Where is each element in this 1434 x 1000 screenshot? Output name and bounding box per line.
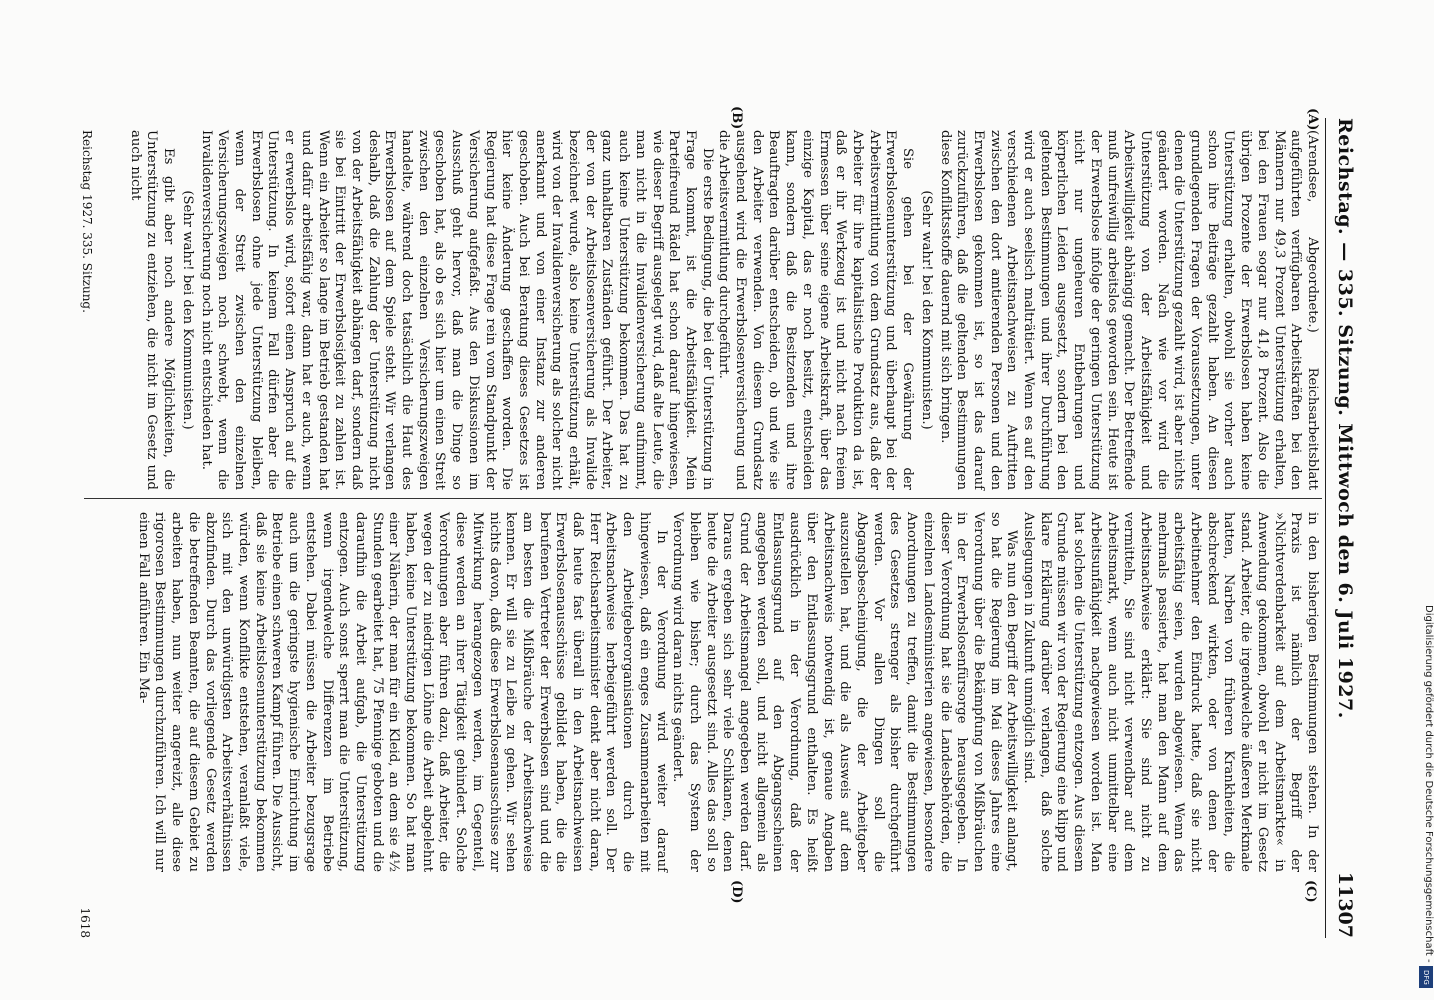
column-divider [84,498,1322,499]
dfg-logo: DFG [1419,966,1433,988]
paragraph: in den bisherigen Bestimmungen stehen. In der Praxis ist nämlich der Begriff der »Nichtverdenbarkeit auf dem Arbeitsmarkte« in Anwendung gekommen, obwohl er nicht im Gesetz stand. Arbeiter, die irgendwelche äußeren Merkmale hatten, Narben von früheren Krankheiten, die abschreckend wirkten, oder von denen der Arbeitnehmer den Eindruck hatte, daß sie nicht arbeitsfähig seien, wurden abgewiesen. Wenn das mehrmals passierte, hat man den Mann auf dem Arbeitsnachweise erklärt: Sie sind nicht zu vermitteln, Sie sind nicht verwendbar auf dem Arbeitsmarkt, wenn auch nicht unmittelbar eine Arbeitsunfähigkeit nachgewiesen worden ist. Man hat solchen die Unterstützung entzogen. Aus diesem Grunde müssen wir von der Regierung eine klipp und klare Erklärung darüber verlangen, daß solche Auslegungen in Zukunft unmöglich sind. [1021,512,1320,872]
footer-page-number: 1618 [78,907,92,938]
paragraph: Sie gehen bei der Gewährung der Erwerbslosenunterstützung und überhaupt bei der Arbeitsvermittlung von dem Grundsatz aus, daß der Arbeiter für ihre kapitalistische Produktion da ist, daß er ihr Werkzeug ist und nicht nach freiem Ermessen über seine eigene Arbeitskraft, über das einzige Kapital, das er noch besitzt, entscheiden kann, sondern daß die Besitzenden und ihre Beauftragten darüber entscheiden, ob und wie sie den Arbeiter verwenden. Von diesem Grundsatz ausgehend wird die Erwerbslosenversicherung und die Arbeitsvermittlung durchgeführt. [716,130,916,490]
paragraph: (Arendsee, Abgeordnete.) Reichsarbeitsblatt aufgeführten verfügbaren Arbeitskräften bei den Männern nur 49,3 Prozent Unterstützung erhalten, bei den Frauen sogar nur 41,8 Prozent. Also die übrigen Prozente der Erwerbslosen haben keine Unterstützung erhalten, obwohl sie vorher auch schon ihre Beiträge gezahlt haben. An diesen grundlegenden Fragen der Voraussetzungen, unter denen die Unterstützung gezahlt wird, ist aber nichts geändert worden. Nach wie vor wird die Unterstützung von der Arbeitsfähigkeit und Arbeitswilligkeit abhängig gemacht. Der Betreffende muß unfreiwillig arbeitslos geworden sein. Heute ist der Erwerbslose infolge der geringen Unterstützung nicht nur ungeheuren Entbehrungen und körperlichen Leiden ausgesetzt, sondern bei den geltenden Bestimmungen und ihrer Durchführung wird er auch seelisch malträtiert. Wenn es auf den verschiedenen Arbeitsnachweisen zu Auftritten zwischen den dort amtierenden Personen und den Erwerbslosen gekommen ist, so ist das darauf zurückzuführen, daß die geltenden Bestimmungen diese Konfliktsstoffe dauernd mit sich bringen. [937,130,1320,490]
right-column [134,512,1320,872]
paragraph: In der Verordnung wird weiter darauf hingewiesen, daß ein enges Zusammenarbeiten mit den Arbeitgeberorganisationen durch die Arbeitsnachweise herbeigeführt werden soll. Der Herr Reichsarbeitsminister denkt aber nicht daran, daß heute fast überall in den Arbeitsnachweisen Erwerbslosenausschüsse gebildet haben, die die berufenen Vertreter der Erwerbslosen sind und die am besten die Mißbräuche der Arbeitsnachweise kennen. Er will sie zu Leibe zu gehen. Wir sehen nichts davon, daß diese Erwerbslosenausschüsse zur Mitwirkung herangezogen werden, im Gegenteil, diese werden an ihrer Tätigkeit gehindert. Solche Verordnungen aber führen dazu, daß Arbeiter, die wegen der zu niedrigen Löhne die Arbeit abgelehnt haben, keine Unterstützung bekommen. So hat man einer Näherin, der man für ein Kleid, an dem sie 4½ Stunden gearbeitet hat, 75 Pfennige geboten und die daraufhin die Arbeit aufgab, die Unterstützung entzogen. Auch sonst sperrt man die Unterstützung, wenn irgendwelche Differenzen im Betriebe entstehen. Dabei müssen die Arbeiter bezugsrage auch um die geringste hygienische Einrichtung im Betriebe einen schweren Kampf führen. Die Aussicht, daß sie keine Arbeitslosenunterstützung bekommen würden, wenn Konflikte entstehen, veranlaßt viele, sich mit den unwürdigsten Arbeitsverhältnissen abzufinden. Durch das vorliegende Gesetz werden die betreffenden Beamten, die auf diesem Gebiet zu arbeiten haben, nun weiter angereizt, alle diese rigorosen Bestimmungen durchzuführen. Ich will nur einen Fall anführen. Ein Ma- [135,512,669,872]
digitization-credit: Digitalisierung gefördert durch die Deutsche Forschungsgemeinschaft - [1423,605,1434,963]
left-column [126,130,1320,490]
paragraph: Die erste Bedingung, die bei der Unterstützung in Frage kommt, ist die Arbeitsfähigkeit. Mein Parteifreund Rädel hat schon darauf hingewiesen, wie dieser Begriff ausgelegt wird, daß alte Leute, die man nicht in die Invalidenversicherung aufnimmt, auch keine Unterstützung bekommen. Das hat zu ganz unhaltbaren Zuständen geführt. Der Arbeiter, der von der Arbeitslosenversicherung als Invalide bezeichnet wurde, also keine Unterstützung erhält, wird von der Invalidenversicherung als solcher nicht anerkannt und von einer Instanz zur anderen geschoben. Auch bei Beratung dieses Gesetzes ist hier keine Änderung geschaffen worden. Die Regierung hat diese Frage rein vom Standpunkt der Versicherung aufgefaßt. Aus den Diskussionen im Ausschuß geht hervor, daß man die Dinge so geschoben hat, als ob es sich hier um einen Streit zwischen den einzelnen Versicherungszweigen handelte, während doch tatsächlich die Haut des Erwerbslosen auf dem Spiele steht. Wir verlangen deshalb, daß die Zahlung der Unterstützung nicht von der Arbeitsfähigkeit abhängen darf, sondern daß sie bei Eintritt der Erwerbslosigkeit zu zahlen ist. Wenn ein Arbeiter so lange im Betrieb gestanden hat und dafür arbeitsfähig war, dann hat er auch, wenn er erwerbslos wird, sofort einen Anspruch auf die Unterstützung. In keinem Fall dürfen aber die Erwerbslosen ohne jede Unterstützung bleiben, wenn der Streit zwischen den einzelnen Versicherungszweigen noch schwebt, wenn die Invalidenversicherung noch nicht entschieden hat. [198,130,715,490]
page-header [1328,118,1356,938]
page-number: 11307 [1334,871,1356,938]
margin-marker-d: (D) [729,880,744,904]
header-title: Reichstag. — 335. Sitzung. Mittwoch den 6. Juli 1927. [1334,118,1356,719]
header-rule [1325,118,1326,938]
paragraph: Es gibt aber noch andere Möglichkeiten, die Unterstützung zu entziehen, die nicht im Gesetz und auch nicht [127,130,177,490]
paragraph: Was nun den Begriff der Arbeitswilligkeit anlangt, so hat die Regierung im Mai dieses Jahres eine Verordnung über die Bekämpfung von Mißbräuchen in der Erwerbslosenfürsorge herausgegeben. In dieser Verordnung hat sie die Landesbehörden, die einzelnen Landesministerien angewiesen, besondere Anordnungen zu treffen, damit die Bestimmungen des Gesetzes strenger als bisher durchgeführt werden. Vor allen Dingen soll die Abgangsbescheinigung, die der Arbeitgeber auszustellen hat, und die als Ausweis auf dem Arbeitsnachweis notwendig ist, genaue Angaben über den Entlassungsgrund enthalten. Es heißt ausdrücklich in der Verordnung, daß der Entlassungsgrund auf den Abgangsscheinen angegeben werden soll, und nicht allgemein als Grund der Arbeitsmangel angegeben werden darf. Daraus ergeben sich sehr viele Schikanen, denen heute die Arbeiter ausgesetzt sind. Alles das soll so bleiben wie bisher; durch das System der Verordnung wird daran nichts geändert. [670,512,1020,872]
interjection: (Sehr wahr! bei den Kommunisten.) [179,190,195,430]
footer-session: Reichstag 1927. 335. Sitzung. [80,130,94,313]
margin-marker-a: (A) [1305,108,1320,131]
digitization-credit-strip [1418,0,1434,1000]
margin-marker-c: (C) [1303,880,1318,903]
margin-marker-b: (B) [729,106,744,130]
interjection: (Sehr wahr! bei den Kommunisten.) [918,190,934,430]
